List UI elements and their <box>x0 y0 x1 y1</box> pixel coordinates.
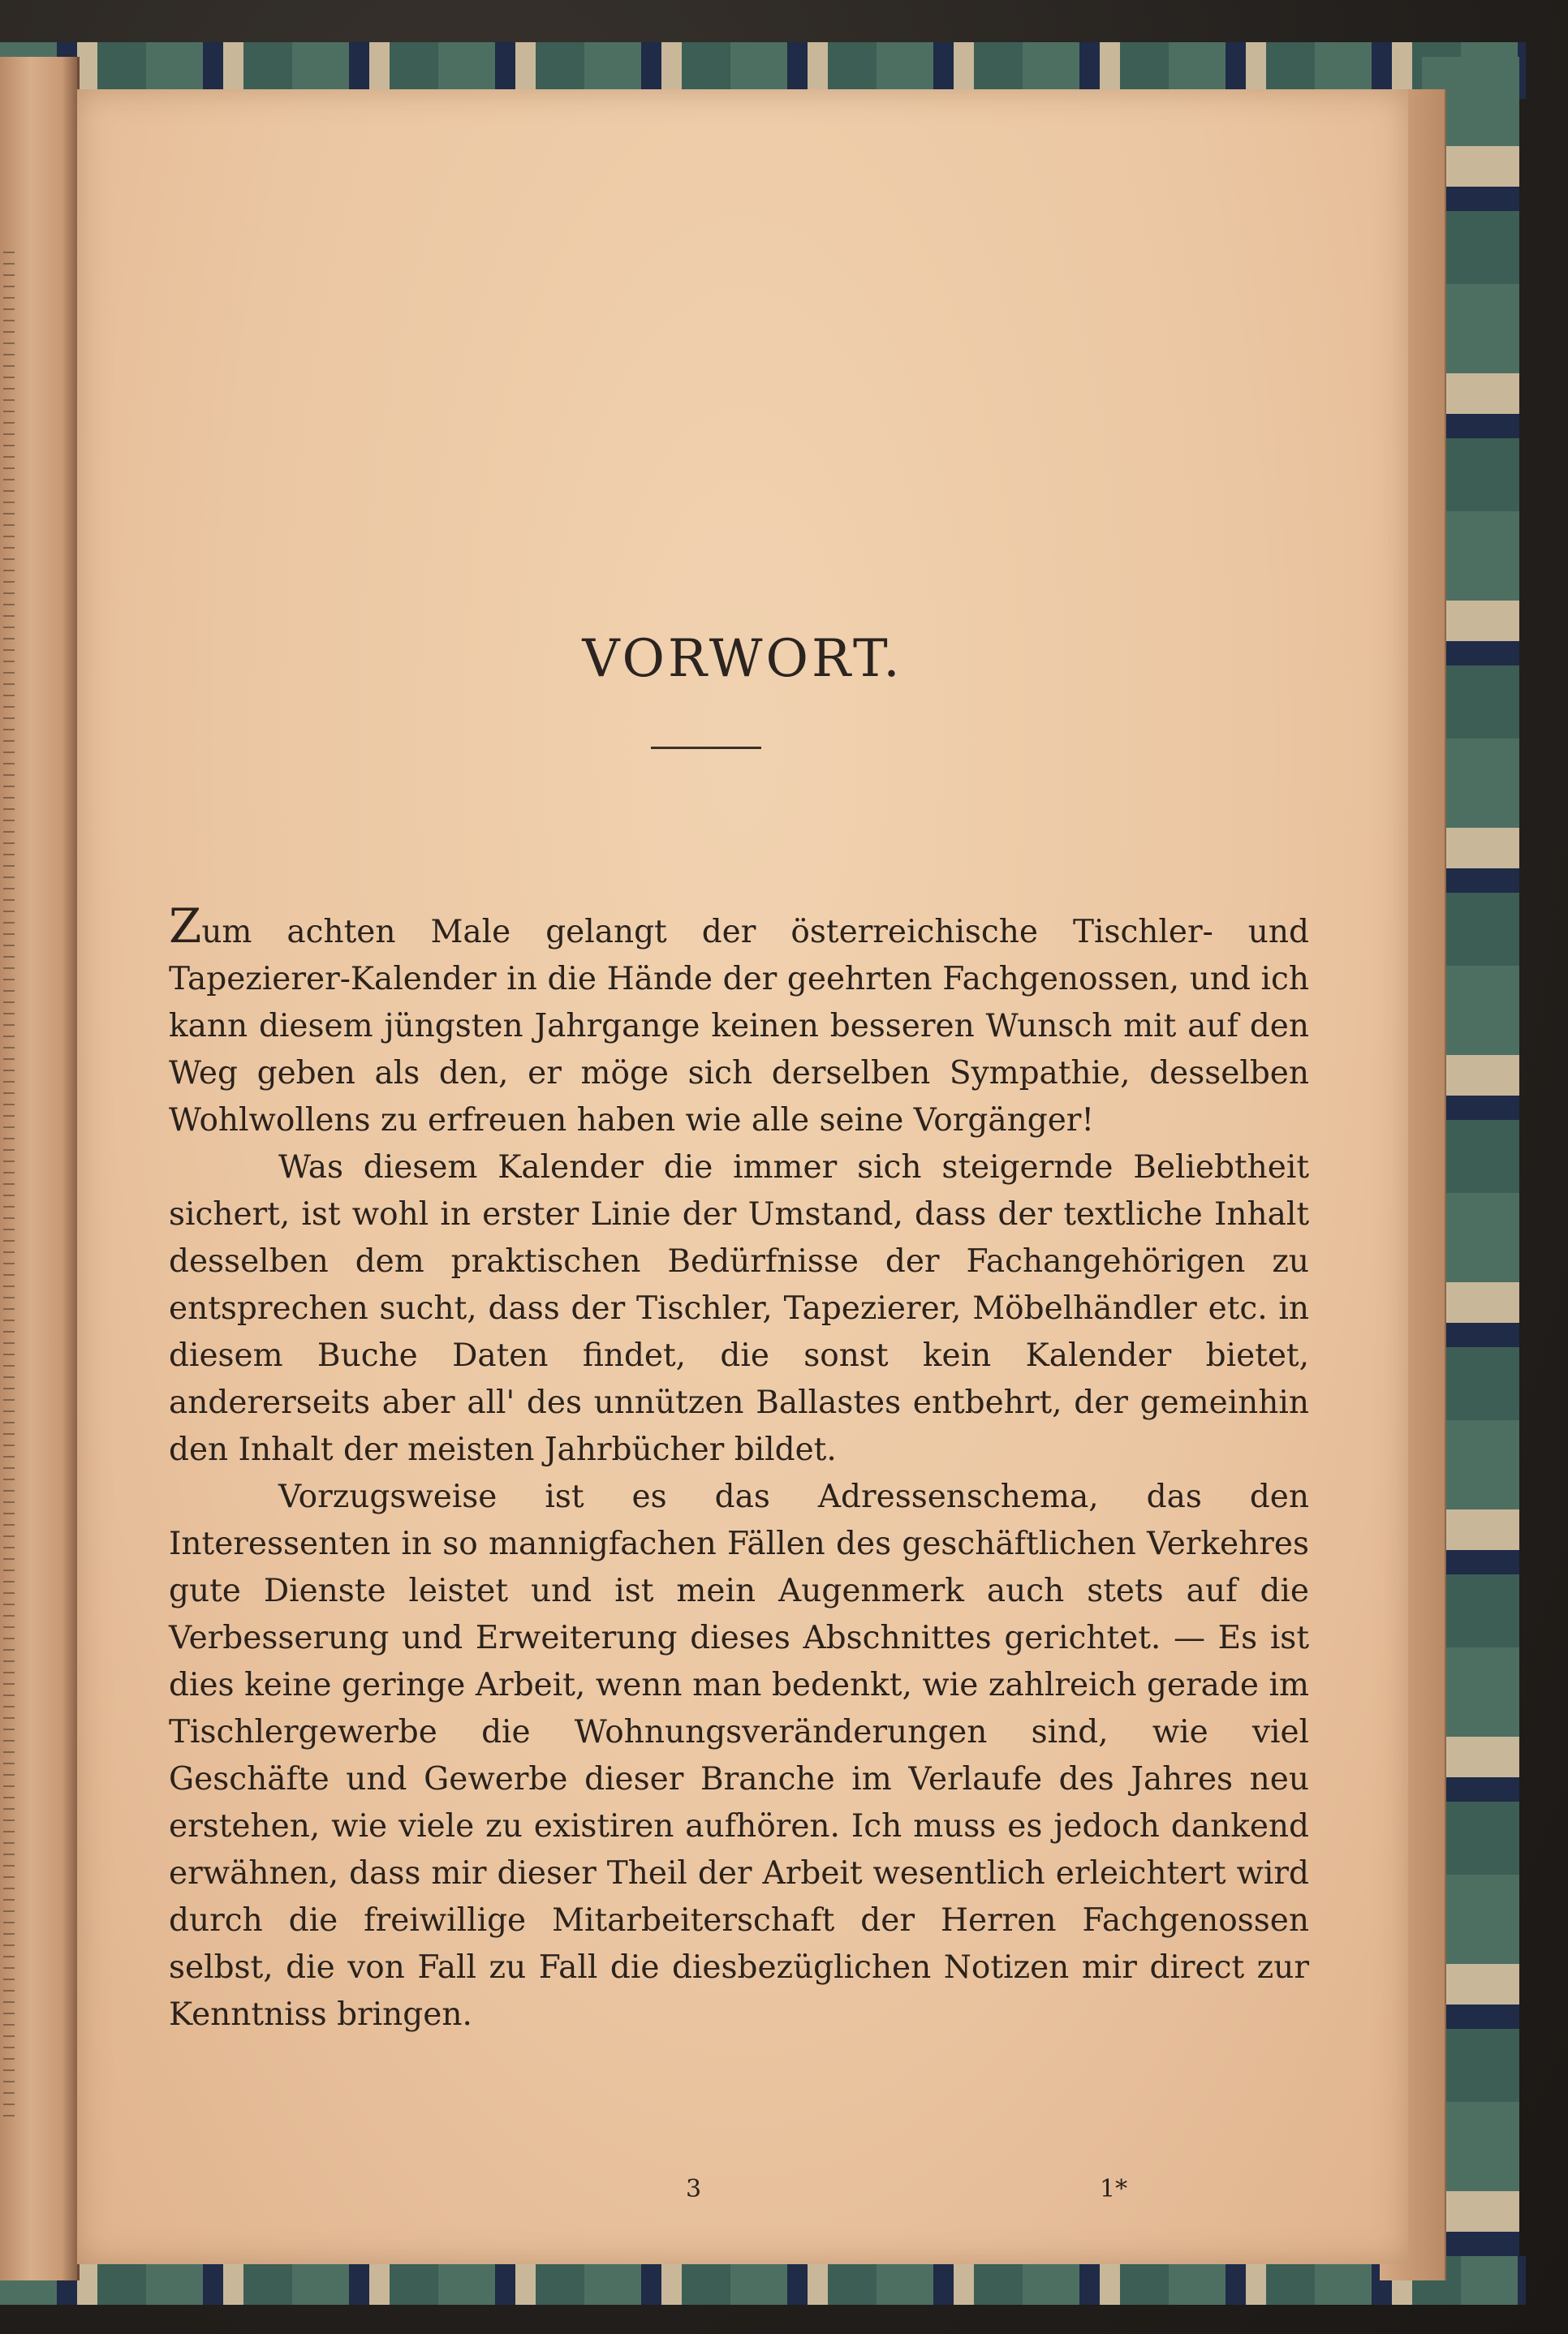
left-page-ornament <box>3 252 15 2118</box>
page-title: VORWORT. <box>582 629 903 689</box>
title-rule <box>651 747 761 749</box>
paragraph <box>169 898 1309 1144</box>
initial-letter: Z <box>169 898 202 954</box>
book-page <box>77 89 1408 2264</box>
paragraph <box>169 1144 1309 1474</box>
paragraph-text: Vorzugsweise ist es das Adressenschema, das den Interessenten in so mannigfachen Fällen des geschäftlichen Verkehres gute Dienste leistet und ist mein Augenmerk auch stets auf die Verbesserung und Erweiterung dieses Abschnittes gerichtet. — Es ist dies keine geringe Arbeit, wenn man bedenkt, wie zahlreich gerade im Tischlergewerbe die Wohnungsveränderungen sind, wie viel Geschäfte und Gewerbe dieser Branche im Verlaufe des Jahres neu erstehen, wie viele zu existiren aufhören. Ich muss es jedoch dankend erwähnen, dass mir dieser Theil der Arbeit wesentlich erleichtert wird durch die freiwillige Mitarbeiterschaft der Herren Fachgenossen selbst, die von Fall zu Fall die diesbezüglichen Notizen mir direct zur Kenntniss bringen. <box>169 1479 1309 2033</box>
left-page-edge <box>0 57 80 2280</box>
body-text <box>169 898 1309 2039</box>
paragraph-text: Was diesem Kalender die immer sich steigernde Beliebtheit sichert, ist wohl in erster Linie der Umstand, dass der textliche Inhalt desselben dem praktischen Bedürfnisse der Fachangehörigen zu entsprechen sucht, dass der Tischler, Tapezierer, Möbelhändler etc. in diesem Buche Daten findet, die sonst kein Kalender bietet, andererseits aber all' des unnützen Ballastes entbehrt, der gemeinhin den Inhalt der meisten Jahrbücher bildet. <box>169 1149 1309 1468</box>
signature-mark: 1* <box>1100 2175 1128 2203</box>
page-number: 3 <box>686 2175 702 2203</box>
paragraph <box>169 1474 1309 2039</box>
paragraph-text: um achten Male gelangt der österreichische Tischler- und Tapezierer-Kalender in die Hände der geehrten Fachgenossen, und ich kann diesem jüngsten Jahrgange keinen besseren Wunsch mit auf den Weg geben als den, er möge sich derselben Sympathie, desselben Wohlwollens zu erfreuen haben wie alle seine Vorgänger! <box>169 914 1309 1139</box>
